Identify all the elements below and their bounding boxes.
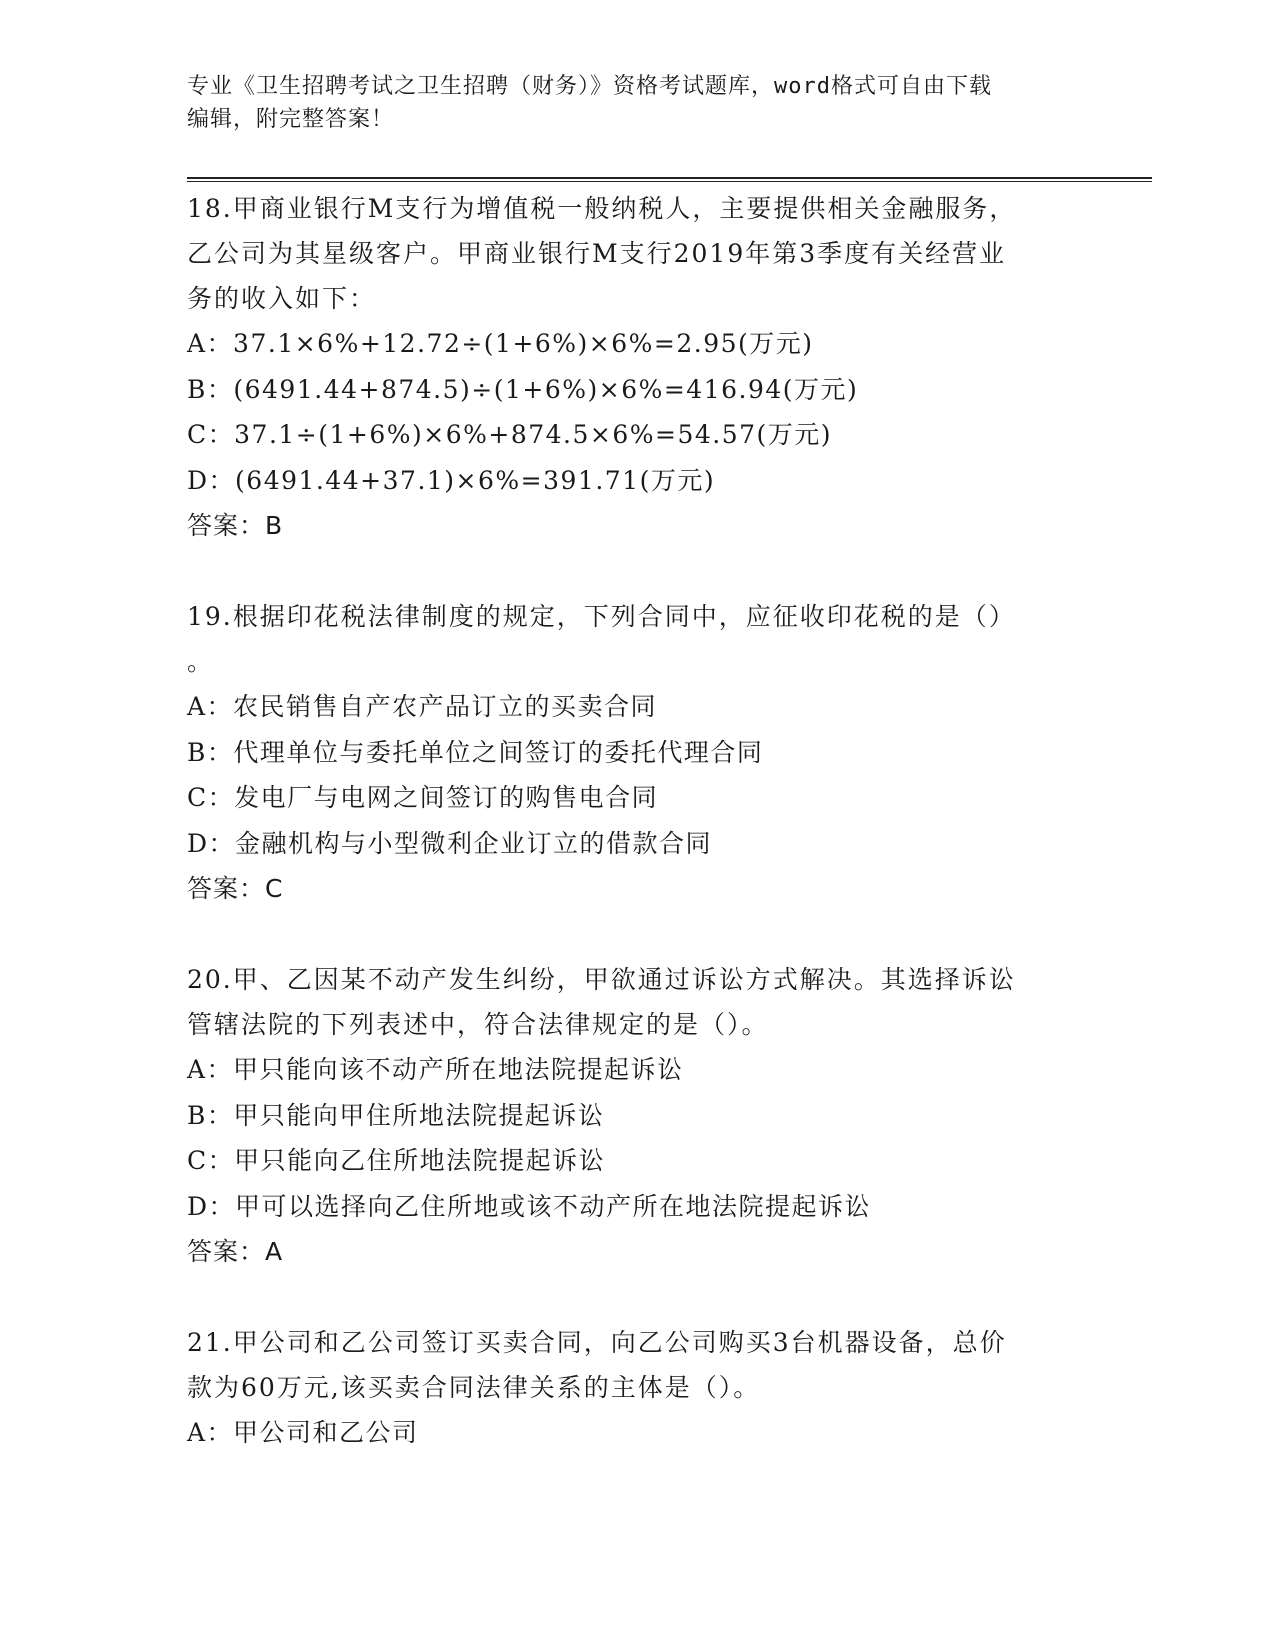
header-line-1: 专业《卫生招聘考试之卫生招聘（财务）》资格考试题库，word格式可自由下载 (187, 74, 992, 99)
question-stem (187, 594, 1087, 684)
stem-line: 18.甲商业银行M支行为增值税一般纳税人，主要提供相关金融服务， (187, 194, 1017, 223)
stem-line: 款为60万元,该买卖合同法律关系的主体是（）。 (187, 1373, 761, 1402)
spacer (187, 1275, 1087, 1320)
answer: 答案：C (187, 874, 284, 903)
stem-line: 20.甲、乙因某不动产发生纠纷，甲欲通过诉讼方式解决。其选择诉讼 (187, 965, 1016, 994)
option-d: D：金融机构与小型微利企业订立的借款合同 (187, 828, 713, 858)
question-21 (187, 1320, 1087, 1456)
answer: 答案：B (187, 511, 284, 540)
question-list (187, 186, 1087, 1456)
document-header (187, 70, 1087, 136)
question-18 (187, 186, 1087, 549)
option-c: C：37.1÷(1+6%)×6%+874.5×6%=54.57(万元) (187, 420, 833, 449)
option-c: C：甲只能向乙住所地法院提起诉讼 (187, 1146, 606, 1175)
option-a: A：农民销售自产农产品订立的买卖合同 (187, 692, 658, 721)
answer: 答案：A (187, 1237, 284, 1266)
option-d: D：(6491.44+37.1)×6%=391.71(万元) (187, 465, 716, 495)
option-a: A：37.1×6%+12.72÷(1+6%)×6%=2.95(万元) (187, 329, 814, 358)
header-rule-thin (187, 181, 1152, 182)
header-line-2: 编辑，附完整答案！ (187, 107, 395, 132)
question-19 (187, 594, 1087, 912)
question-20 (187, 957, 1087, 1275)
question-stem (187, 186, 1087, 321)
option-c: C：发电厂与电网之间签订的购售电合同 (187, 783, 659, 812)
header-rule-thick (187, 177, 1152, 179)
option-a: A：甲公司和乙公司 (187, 1418, 419, 1447)
question-stem (187, 1320, 1087, 1410)
spacer (187, 912, 1087, 957)
option-b: B：甲只能向甲住所地法院提起诉讼 (187, 1100, 605, 1130)
stem-line: 务的收入如下： (187, 284, 377, 313)
stem-line: 19.根据印花税法律制度的规定，下列合同中，应征收印花税的是（） (187, 602, 1016, 631)
option-b: B：代理单位与委托单位之间签订的委托代理合同 (187, 737, 764, 767)
stem-line: 乙公司为其星级客户。甲商业银行M支行2019年第3季度有关经营业 (187, 239, 1007, 268)
stem-line: 21.甲公司和乙公司签订买卖合同，向乙公司购买3台机器设备，总价 (187, 1328, 1007, 1357)
stem-line: 管辖法院的下列表述中，符合法律规定的是（）。 (187, 1010, 769, 1039)
option-b: B：(6491.44+874.5)÷(1+6%)×6%=416.94(万元) (187, 374, 859, 404)
option-a: A：甲只能向该不动产所在地法院提起诉讼 (187, 1055, 684, 1084)
option-d: D：甲可以选择向乙住所地或该不动产所在地法院提起诉讼 (187, 1191, 872, 1221)
spacer (187, 549, 1087, 594)
stem-line: 。 (187, 647, 215, 676)
question-stem (187, 957, 1087, 1047)
